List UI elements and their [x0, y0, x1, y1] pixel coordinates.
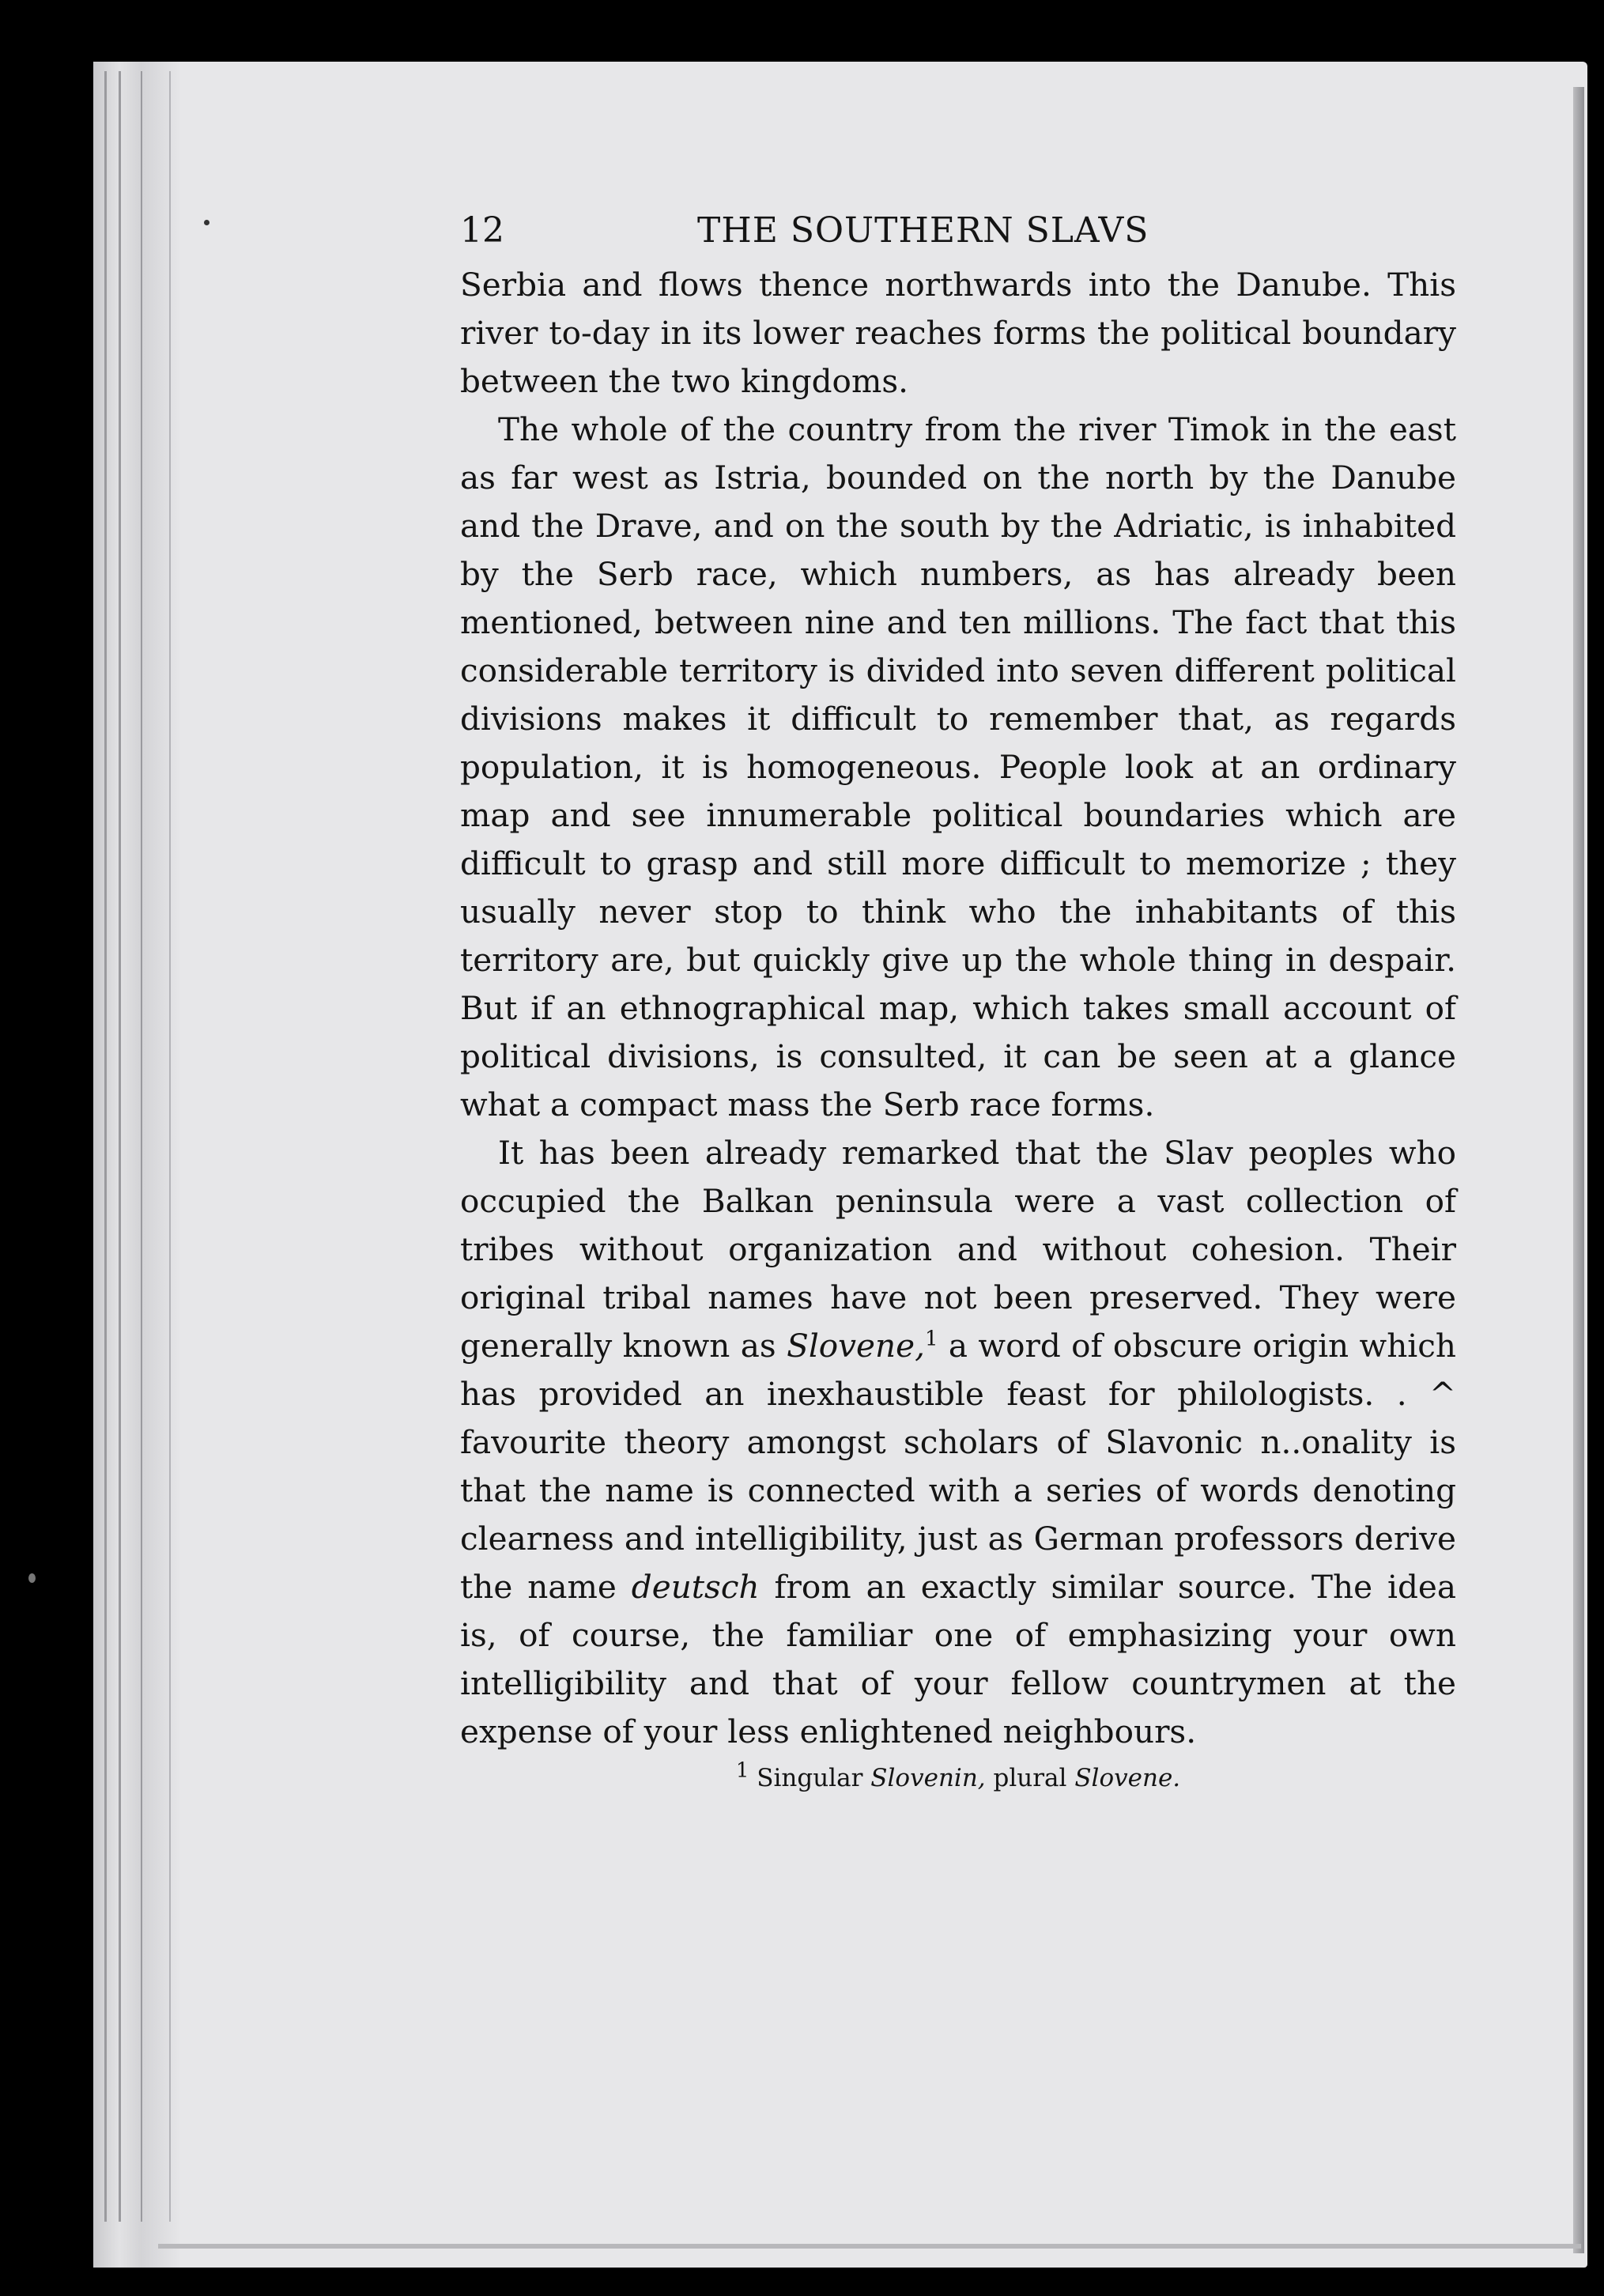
- spine-line: [104, 71, 107, 2222]
- spine-line: [169, 71, 171, 2222]
- italic-term-slovene: Slovene,: [787, 1327, 925, 1365]
- footnote: [460, 1758, 1456, 1796]
- text-block: [460, 207, 1456, 1796]
- running-header: [460, 207, 1456, 255]
- paragraph-3-part-3: from an exactly similar source. The idea is, of course, the familiar one of emphasizing your own intelligibility and that of your fellow countrymen at the expense of your less enlightened neighbours.: [460, 1568, 1456, 1750]
- paragraph-3: [460, 1129, 1456, 1756]
- paragraph-1: Serbia and flows thence northwards into the Danube. This river to-day in its lower reaches forms the political boundary between the two kingdoms.: [460, 266, 1456, 400]
- running-title: THE SOUTHERN SLAVS: [697, 210, 1149, 251]
- paragraph-2: The whole of the country from the river Timok in the east as far west as Istria, bounded on the north by the Danube and the Drave, and on the south by the Adriatic, is inhabited by the Serb race, which numbers, as has already been mentioned, between nine and ten millions. The fact that this considerable territory is divided into seven different political divisions makes it difficult to remember that, as regards population, it is homogeneous. People look at an ordinary map and see innumerable political boundaries which are difficult to grasp and still more difficult to memorize ; they usually never stop to think who the inhabitants of this territory are, but quickly give up the whole thing in despair. But if an ethnographical map, which takes small account of political divisions, is consulted, it can be seen at a glance what a compact mass the Serb race forms.: [460, 410, 1456, 1123]
- scan-speck: [204, 220, 209, 225]
- italic-term-deutsch: deutsch: [631, 1568, 760, 1606]
- footnote-plural: Slovene.: [1074, 1764, 1181, 1792]
- footnote-mark: 1: [735, 1758, 749, 1783]
- footnote-reference: 1: [924, 1327, 938, 1351]
- paragraph-3-part-1: It has been already remarked that the Slav peoples who occupied the Balkan peninsula were a vast collection of tribes without organization and without cohesion. Their original tribal names have not been preserved. They were generally known as: [460, 1134, 1456, 1365]
- spine-line: [141, 71, 142, 2222]
- spine-line: [119, 71, 121, 2222]
- scan-speck: [28, 1573, 36, 1583]
- footnote-label-singular: Singular: [757, 1764, 863, 1792]
- footnote-singular: Slovenin,: [870, 1764, 986, 1792]
- paragraph-3-part-2: a word of obscure origin which has provided an inexhaustible feast for philologists. . ^ favourite theory amongst scholars of Slavonic n..onality is that the name is connected with a series of words denoting clearness and intelligibility, just as German professors derive the name: [460, 1327, 1456, 1606]
- page-edge-right: [1573, 87, 1584, 2253]
- footnote-label-plural: plural: [993, 1764, 1067, 1792]
- page-edge-bottom: [158, 2244, 1581, 2249]
- page-number: 12: [460, 210, 504, 251]
